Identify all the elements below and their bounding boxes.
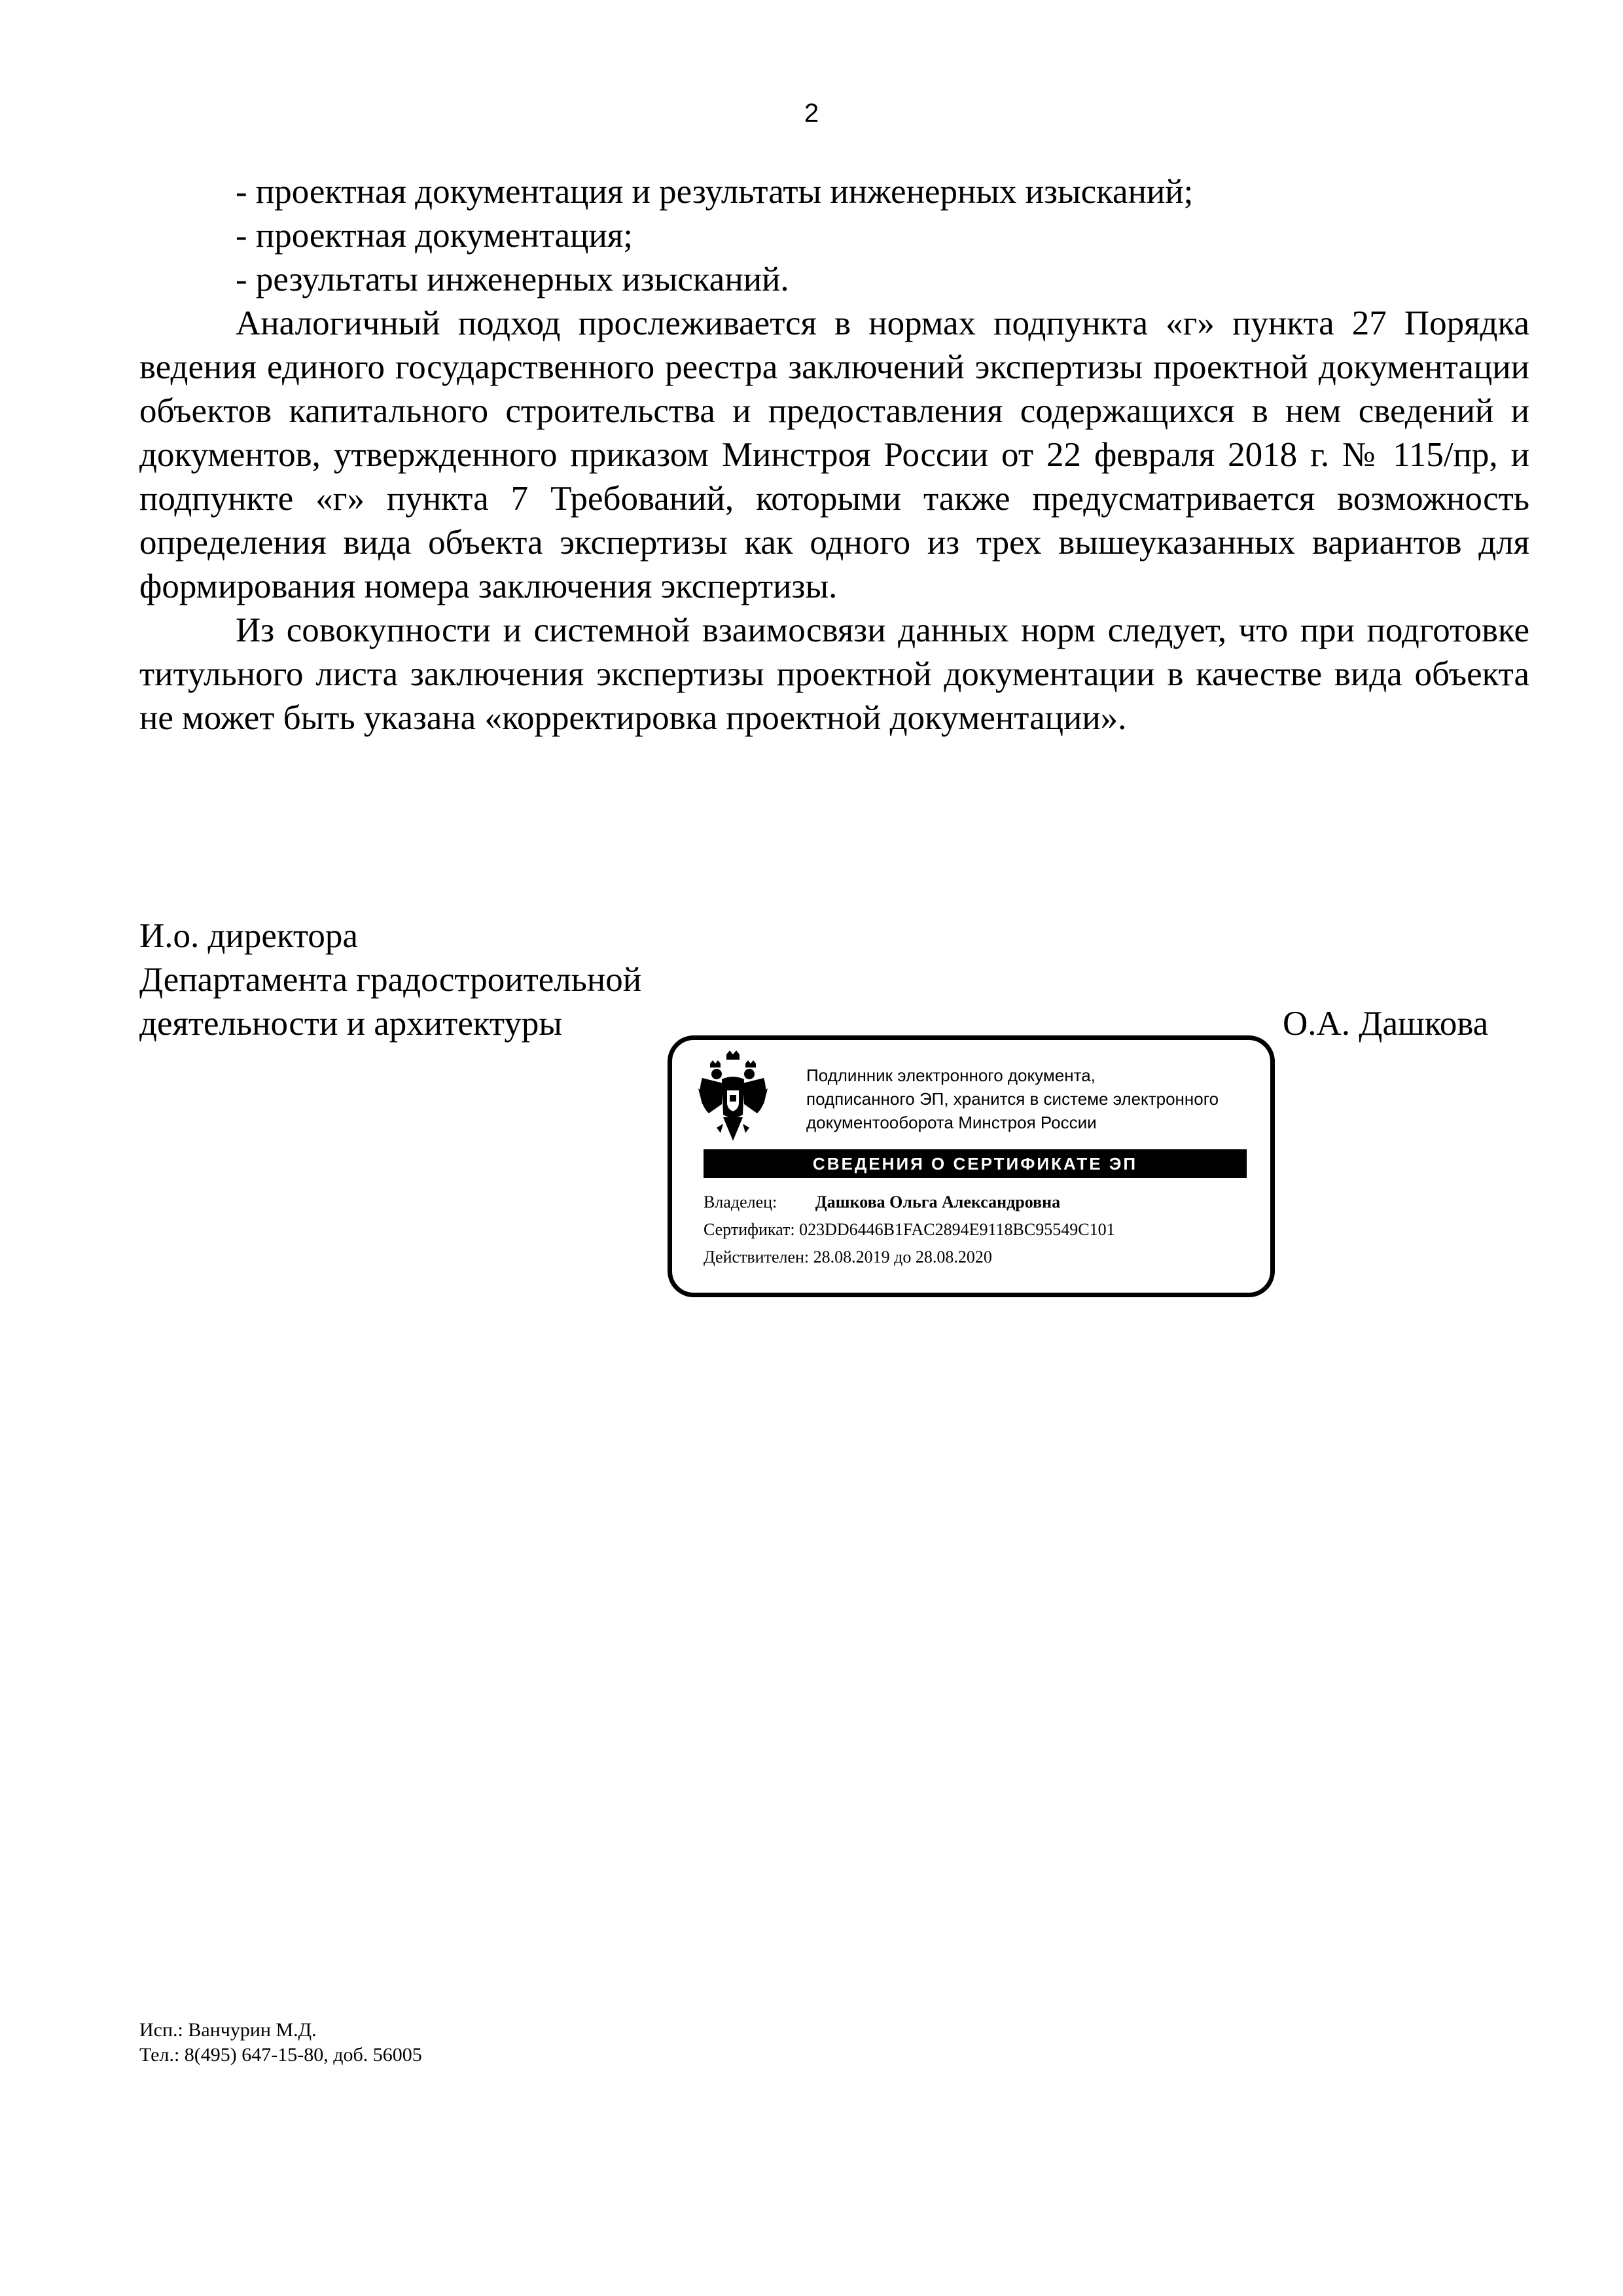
stamp-note-line: подписанного ЭП, хранится в системе электронного xyxy=(806,1089,1219,1109)
validity-row xyxy=(704,1246,992,1269)
stamp-note xyxy=(806,1064,1264,1134)
page-number: 2 xyxy=(804,99,819,128)
double-headed-eagle-icon xyxy=(697,1049,769,1147)
executor: Исп.: Ванчурин М.Д. xyxy=(139,2019,317,2041)
list-item: - результаты инженерных изысканий. xyxy=(236,260,789,298)
validity-value: 28.08.2019 до 28.08.2020 xyxy=(813,1247,992,1266)
certificate-row xyxy=(704,1218,1115,1242)
stamp-note-line: документооборота Минстроя России xyxy=(806,1113,1097,1132)
certificate-header: СВЕДЕНИЯ О СЕРТИФИКАТЕ ЭП xyxy=(704,1149,1247,1178)
position-line: Департамента градостроительной xyxy=(139,961,642,999)
stamp-note-line: Подлинник электронного документа, xyxy=(806,1066,1096,1085)
phone: Тел.: 8(495) 647-15-80, доб. 56005 xyxy=(139,2044,422,2066)
validity-label: Действителен: xyxy=(704,1247,813,1266)
list-item: - проектная документация и результаты инженерных изысканий; xyxy=(236,173,1194,211)
document-body xyxy=(139,170,1529,740)
certificate-value: 023DD6446B1FAC2894E9118BC95549C101 xyxy=(799,1220,1115,1239)
position-line: И.о. директора xyxy=(139,917,358,955)
position-line: деятельности и архитектуры xyxy=(139,1005,562,1043)
owner-value: Дашкова Ольга Александровна xyxy=(815,1193,1061,1211)
paragraph: Из совокупности и системной взаимосвязи данных норм следует, что при подготовке титульного листа заключения экспертизы проектной документации в качестве вида объекта не может быть указана «корректировка проектной документации». xyxy=(139,611,1529,737)
owner-row xyxy=(704,1191,1060,1214)
signatory-name: О.А. Дашкова xyxy=(1283,1005,1489,1043)
signatory-position xyxy=(139,914,859,1046)
paragraph: Аналогичный подход прослеживается в нормах подпункта «г» пункта 27 Порядка ведения единого государственного реестра заключений экспертизы проектной документации объектов капитального строительства и предоставления содержащихся в нем сведений и документов, утвержденного приказом Минстроя России от 22 февраля 2018 г. № 115/пр, и подпункте «г» пункта 7 Требований, которыми также предусматривается возможность определения вида объекта экспертизы как одного из трех вышеуказанных вариантов для формирования номера заключения экспертизы. xyxy=(139,304,1529,605)
owner-label: Владелец: xyxy=(704,1193,777,1211)
electronic-signature-stamp xyxy=(668,1035,1275,1297)
footer-contacts xyxy=(139,2018,422,2068)
certificate-label: Сертификат: xyxy=(704,1220,800,1239)
list-item: - проектная документация; xyxy=(236,217,633,255)
